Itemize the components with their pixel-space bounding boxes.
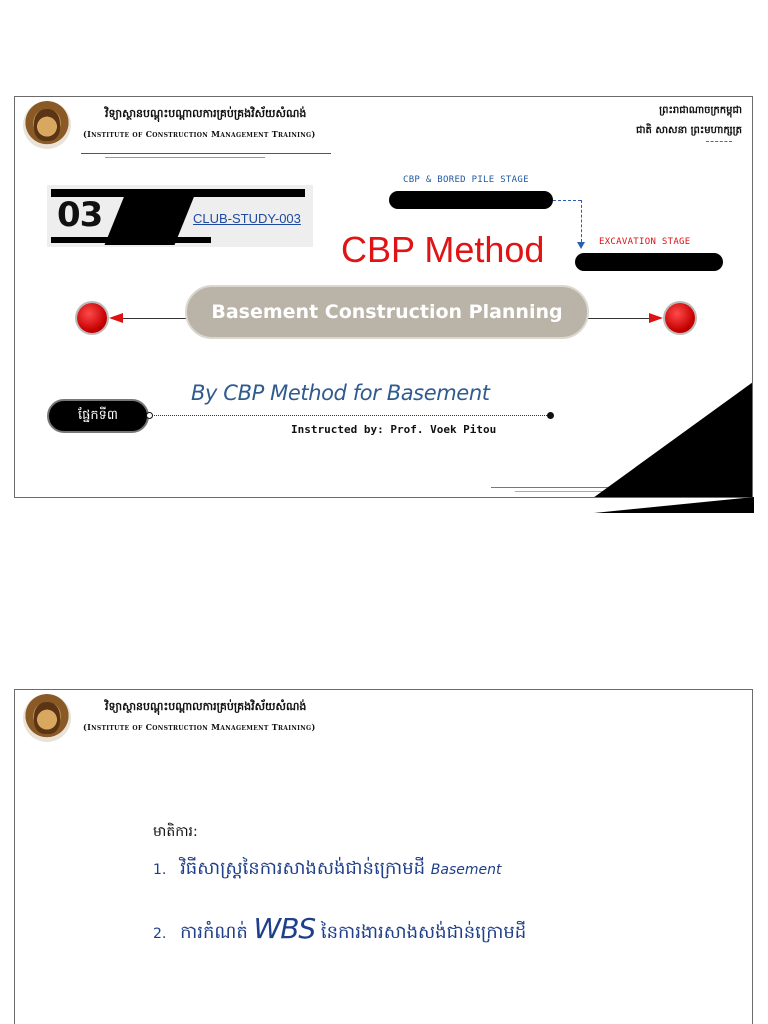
stage-connector bbox=[553, 200, 581, 201]
red-ball-right-icon bbox=[665, 303, 695, 333]
stage2-bar bbox=[575, 253, 723, 271]
arrow-left-icon bbox=[109, 313, 123, 323]
pill-connector-left bbox=[123, 318, 187, 319]
stage1-label: CBP & BORED PILE STAGE bbox=[403, 175, 529, 185]
stage-connector-vertical bbox=[581, 200, 582, 242]
red-ball-left-icon bbox=[77, 303, 107, 333]
item-wbs: WBS bbox=[253, 912, 316, 945]
institute-name-english: (Institute of Construction Management Training) bbox=[83, 722, 316, 732]
kingdom-line-1: ព្រះរាជាណាចក្រកម្ពុជា bbox=[659, 105, 742, 116]
club-study-link[interactable]: CLUB-STUDY-003 bbox=[193, 211, 301, 226]
corner-triangle-overflow bbox=[594, 497, 754, 513]
item-number: 1. bbox=[153, 862, 167, 878]
item-text: វិធីសាស្រ្តនៃការសាងសង់ជាន់ក្រោមដី bbox=[180, 858, 426, 879]
item-text: នៃការងារសាងសង់ជាន់ក្រោមដី bbox=[320, 922, 527, 943]
kingdom-line-2: ជាតិ សាសនា ព្រះមហាក្សត្រ bbox=[636, 125, 742, 136]
item-number: 2. bbox=[153, 926, 167, 942]
header-rule bbox=[81, 153, 331, 154]
arrow-right-icon bbox=[649, 313, 663, 323]
corner-triangle bbox=[593, 382, 753, 498]
item-prefix: ការកំណត់ bbox=[180, 922, 248, 943]
item-suffix: Basement bbox=[430, 862, 502, 878]
contents-item bbox=[153, 912, 526, 947]
contents-heading: មាតិការ: bbox=[153, 824, 198, 840]
contents-slide bbox=[14, 689, 753, 1024]
pill-connector-right bbox=[587, 318, 649, 319]
divider-dot-left bbox=[146, 412, 153, 419]
section-number: 03 bbox=[57, 195, 103, 235]
part-badge: ផ្នែកទី៣ bbox=[47, 399, 149, 433]
contents-item bbox=[153, 856, 502, 883]
title-slide bbox=[14, 96, 753, 498]
stage2-label: EXCAVATION STAGE bbox=[599, 237, 691, 247]
divider-dot-right bbox=[547, 412, 554, 419]
lion-logo-icon bbox=[23, 101, 71, 149]
slide-title: CBP Method bbox=[341, 229, 545, 270]
kingdom-motto bbox=[636, 101, 742, 141]
stage1-bar bbox=[389, 191, 553, 209]
topic-pill: Basement Construction Planning bbox=[185, 285, 589, 339]
institute-name-khmer: វិទ្យាស្ថានបណ្តុះបណ្តាលការគ្រប់គ្រងវិស័យសំណង់ bbox=[105, 700, 307, 713]
slide-subtitle: By CBP Method for Basement bbox=[191, 381, 490, 405]
lion-logo-icon bbox=[23, 694, 71, 742]
instructor-credit: Instructed by: Prof. Voek Pitou bbox=[291, 423, 497, 436]
institute-name-khmer: វិទ្យាស្ថានបណ្តុះបណ្តាលការគ្រប់គ្រងវិស័យសំណង់ bbox=[105, 107, 307, 120]
header-rule-secondary bbox=[105, 157, 265, 158]
motto-divider bbox=[706, 141, 732, 142]
institute-name-english: (Institute of Construction Management Training) bbox=[83, 129, 316, 139]
arrow-down-icon bbox=[577, 242, 585, 249]
dotted-divider bbox=[149, 415, 551, 416]
